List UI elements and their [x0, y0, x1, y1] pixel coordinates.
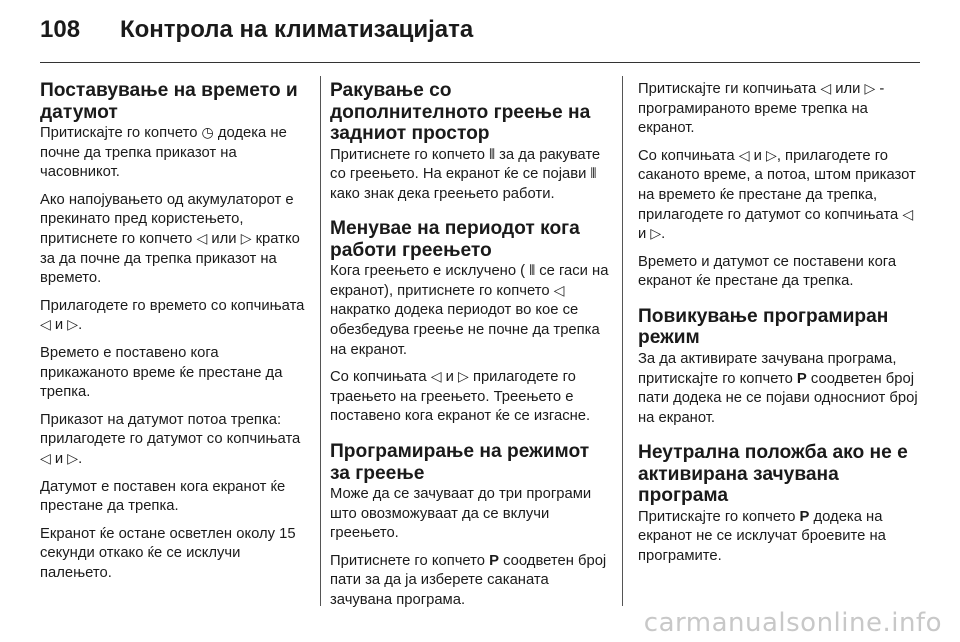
paragraph: Времето е поставено кога прикажаното време ќе престане да трепка.: [40, 344, 283, 401]
left-triangle-icon: ◁: [738, 147, 750, 164]
p-button-label: P: [796, 370, 807, 387]
watermark: carmanualsonline.info: [643, 608, 942, 638]
chapter-title: Контрола на климатизацијата: [120, 16, 474, 43]
paragraph: Притиснете го копчето P соодветен број пати за да ја изберете саканата зачувана програма.: [330, 552, 607, 608]
left-triangle-icon: ◁: [40, 317, 51, 334]
right-triangle-icon: ▷: [766, 147, 777, 164]
right-triangle-icon: ▷: [650, 226, 662, 243]
paragraph: Може да се зачуваат до три програми што овозможуваат да се вклучи греењето.: [330, 486, 592, 542]
column-divider: [622, 76, 623, 606]
paragraph: Притискајте ги копчињата ◁ или ▷ - програмираното време трепка на екранот.: [638, 81, 885, 137]
heat-icon: ⫴: [590, 166, 597, 183]
paragraph: За да активирате зачувана програма, притискајте го копчето P соодветен број пати додека не се појави односниот број на екранот.: [638, 350, 918, 426]
section-heading: Повикување програмиран режим: [638, 305, 889, 349]
page-header: [0, 0, 960, 60]
left-triangle-icon: ◁: [902, 206, 914, 223]
p-button-label: P: [799, 508, 810, 525]
paragraph: Притискајте го копчето P додека на екранот не се исклучат броевите на програмите.: [638, 508, 886, 564]
paragraph: Со копчињата ◁ и ▷ прилагодете го траењето на греењето. Треењето е поставено кога екранот ќе се изгасне.: [330, 369, 591, 425]
clock-icon: ◷: [201, 125, 214, 141]
header-rule: [40, 62, 920, 63]
left-triangle-icon: ◁: [430, 369, 442, 386]
left-triangle-icon: ◁: [196, 230, 208, 247]
right-triangle-icon: ▷: [67, 450, 79, 467]
section-heading: Поставување на времето и датумот: [40, 80, 298, 123]
right-triangle-icon: ▷: [458, 369, 469, 386]
section-heading: Неутрална положба ако не е активирана зачувана програма: [638, 442, 908, 507]
paragraph: Притиснете го копчето ⫴ за да ракувате со греењето. На екранот ќе се појави ⫴ како знак дека греењето работи.: [330, 146, 601, 202]
right-triangle-icon: ▷: [864, 81, 876, 97]
section-heading: Програмирање на режимот за греење: [330, 441, 590, 484]
paragraph: Прилагодете го времето со копчињата ◁ и ▷.: [40, 297, 305, 334]
page-number: 108: [40, 16, 81, 43]
column-1: [40, 80, 308, 591]
heat-icon: ⫴: [489, 146, 496, 163]
column-3: [638, 80, 918, 575]
paragraph: Со копчињата ◁ и ▷, прилагодете го саканото време, а потоа, штом приказот на времето ќе престане да трепка, прилагодете го датумот со копчињата ◁ и ▷.: [638, 147, 916, 243]
paragraph: Времето и датумот се поставени кога екранот ќе престане да трепка.: [638, 253, 897, 290]
right-triangle-icon: ▷: [240, 230, 252, 247]
paragraph: Кога греењето е исклучено ( ⫴ се гаси на екранот), притиснете го копчето ◁ накратко додека периодот во кое се обезбедува греење не почне да трепка на екранот.: [330, 263, 609, 358]
paragraph: Датумот е поставен кога екранот ќе престане да трепка.: [40, 478, 286, 515]
left-triangle-icon: ◁: [553, 282, 565, 299]
left-triangle-icon: ◁: [820, 81, 832, 97]
section-heading: Менувае на периодот кога работи греењето: [330, 218, 580, 261]
column-2: [330, 80, 610, 619]
paragraph: Притискајте го копчето ◷ додека не почне да трепка приказот на часовникот.: [40, 125, 287, 181]
heat-icon: ⫴: [529, 263, 536, 280]
paragraph: Ако напојувањето од акумулаторот е прекинато пред користењето, притиснете го копчето ◁ или ▷ кратко за да почне да трепка приказот на времето.: [40, 191, 300, 287]
paragraph: Приказот на датумот потоа трепка: прилагодете го датумот со копчињата ◁ и ▷.: [40, 411, 301, 467]
right-triangle-icon: ▷: [67, 317, 79, 334]
paragraph: Екранот ќе остане осветлен околу 15 секунди откако ќе се исклучи палењето.: [40, 525, 296, 581]
p-button-label: P: [489, 552, 499, 569]
left-triangle-icon: ◁: [40, 450, 51, 467]
column-divider: [320, 76, 321, 606]
section-heading: Ракување со дополнителното греење на задниот простор: [330, 80, 591, 144]
